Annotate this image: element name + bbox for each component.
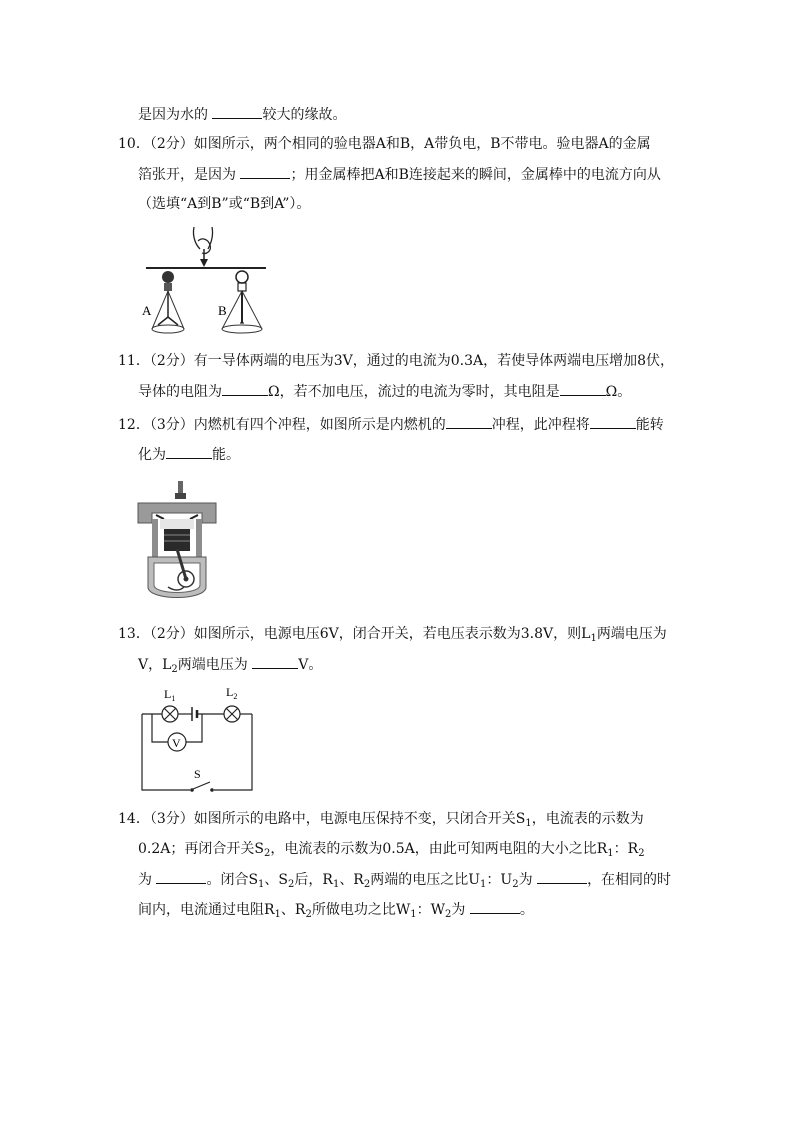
q11-line2: 导体的电阻为 Ω，若不加电压，流过的电流为零时，其电阻是 Ω。 bbox=[138, 381, 631, 402]
label-a: A bbox=[142, 303, 152, 318]
q12-line2: 化为 能。 bbox=[138, 444, 240, 465]
label-b: B bbox=[218, 303, 227, 318]
question-number: 14．（3分） bbox=[118, 811, 194, 827]
lamp-l2-label: $L_2$ bbox=[226, 685, 238, 701]
question-number: 12．（3分） bbox=[118, 417, 194, 433]
q13-line2: V，$L_2$两端电压为 V。 bbox=[138, 654, 322, 675]
answer-blank[interactable] bbox=[470, 899, 520, 914]
q10-line2: 箔张开，是因为 ；用金属棒把A和B连接起来的瞬间，金属棒中的电流方向从 bbox=[138, 164, 661, 185]
answer-blank[interactable] bbox=[156, 869, 206, 884]
engine-figure bbox=[134, 479, 220, 607]
answer-blank[interactable] bbox=[537, 869, 587, 884]
question-number: 10．（2分） bbox=[118, 136, 194, 152]
q12-line1: 12．（3分）内燃机有四个冲程，如图所示是内燃机的 冲程，此冲程将 能转 bbox=[118, 414, 664, 435]
voltmeter-label: V bbox=[172, 736, 181, 750]
question-number: 13．（2分） bbox=[118, 626, 194, 642]
answer-blank[interactable] bbox=[212, 104, 262, 119]
answer-blank[interactable] bbox=[240, 164, 290, 179]
electroscope-figure bbox=[142, 225, 270, 343]
question-number: 11．（2分） bbox=[118, 353, 194, 369]
answer-blank[interactable] bbox=[252, 654, 298, 669]
q14-line3: 为 。闭合$S_1$、$S_2$后，$R_1$、$R_2$两端的电压之比$U_1$：$U_2$为 ，在相同的时 bbox=[138, 869, 671, 890]
q9-line2: 是因为水的 较大的缘故。 bbox=[138, 104, 346, 125]
switch-label: S bbox=[194, 767, 201, 781]
q11-line1: 11．（2分）有一导体两端的电压为3V，通过的电流为0.3A，若使导体两端电压增加8伏， bbox=[118, 353, 675, 369]
q14-line1: 14．（3分）如图所示的电路中，电源电压保持不变，只闭合开关$S_1$，电流表的示数为 bbox=[118, 811, 644, 829]
q10-line1: 10．（2分）如图所示，两个相同的验电器A和B，A带负电，B不带电。验电器A的金属 bbox=[118, 136, 651, 152]
lamp-l1-label: $L_1$ bbox=[164, 687, 176, 703]
answer-blank[interactable] bbox=[590, 414, 636, 429]
answer-blank[interactable] bbox=[446, 414, 492, 429]
answer-blank[interactable] bbox=[222, 381, 268, 396]
q13-line1: 13．（2分）如图所示，电源电压6V，闭合开关，若电压表示数为3.8V，则$L_1$两端电压为 bbox=[118, 626, 667, 644]
circuit-figure bbox=[138, 684, 256, 794]
q14-line4: 间内，电流通过电阻$R_1$、$R_2$所做电功之比$W_1$：$W_2$为 。 bbox=[138, 899, 534, 920]
q10-line3: （选填“A到B”或“B到A”）。 bbox=[138, 196, 311, 212]
answer-blank[interactable] bbox=[166, 444, 212, 459]
q14-line2: 0.2A；再闭合开关$S_2$，电流表的示数为0.5A，由此可知两电阻的大小之比$R_1$：$R_2$ bbox=[138, 841, 645, 859]
answer-blank[interactable] bbox=[560, 381, 606, 396]
